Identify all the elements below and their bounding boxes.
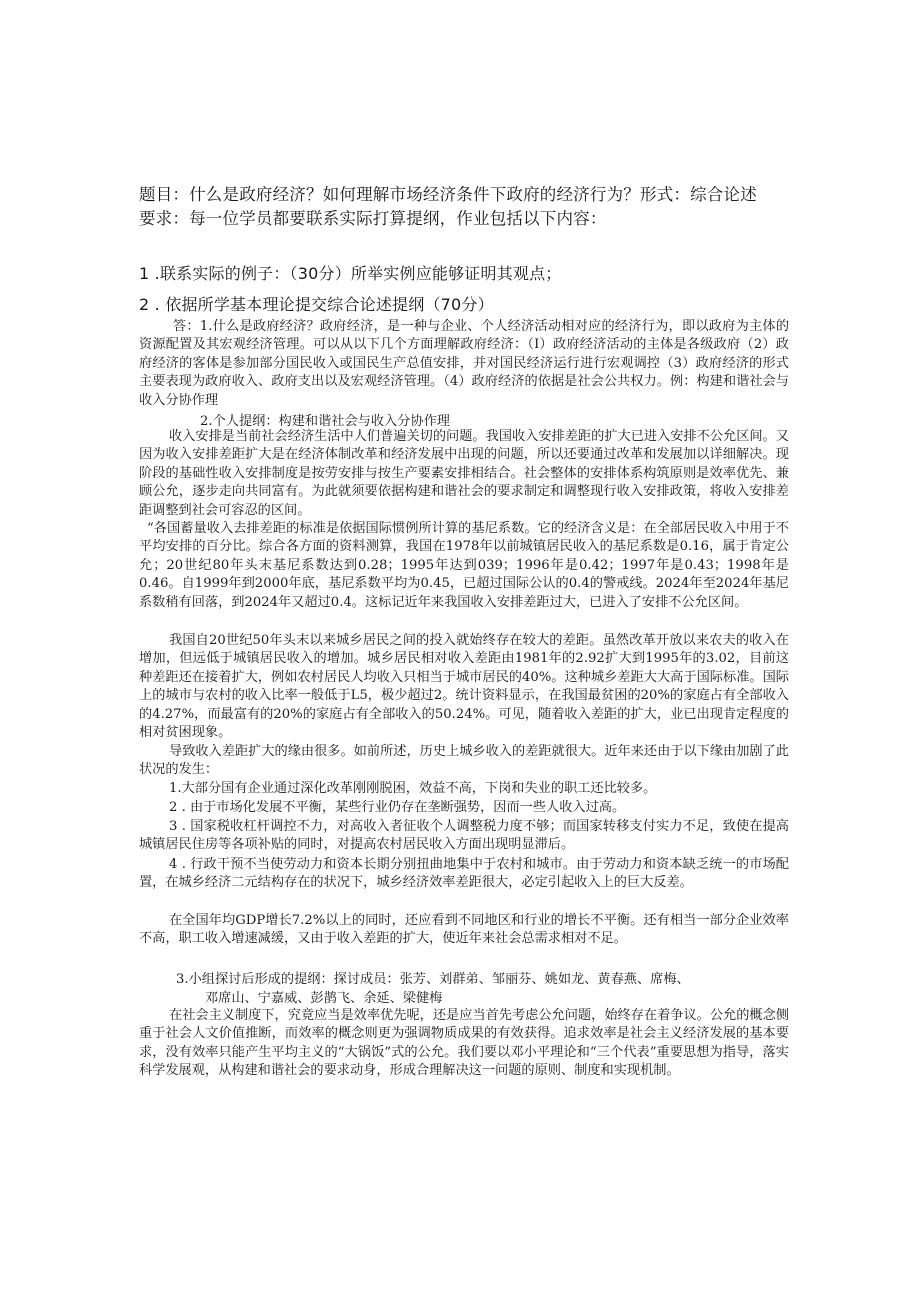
paragraph-income-distribution: 收入安排是当前社会经济生活中人们普遍关切的问题。我国收入安排差距的扩大已进入安排不公允区间。又因为收入安排差距扩大是在经济体制改革和经济发展中出现的问题，所以还要通过改革和发展加以详细解决。现阶段的基础性收入安排制度是按劳安排与按生产要素安排相结合。社会整体的安排体系构筑原则是效率优先、兼顾公允，逐步走向共同富有。为此就须要依据构建和谐社会的要求制定和调整现行收入安排政策，将收入安排差距调整到社会可容忍的区间。 bbox=[139, 429, 789, 518]
item-2: 2 . 依据所学基本理论提交综合论述提纲（70分） bbox=[139, 295, 494, 314]
topic-line: 题目：什么是政府经济？如何理解市场经济条件下政府的经济行为？形式：综合论述 bbox=[139, 185, 757, 204]
outline-title: 2.个人提纲：构建和谐社会与收入分协作理 bbox=[200, 414, 450, 429]
paragraph-gini-coefficient: “各国蓄量收入去排差距的标准是依据国际惯例所计算的基尼系数。它的经济含义是：在全部居民收入中用于不平均安排的百分比。综合各方面的资料测算，我国在1978年以前城镇居民收入的基尼系数是0.16，属于肯定公允；20世纪80年头末基尼系数达到0.28；1995年达到039；1996年是0.42；1997年是0.43；1998年是0.46。自1999年到2000年底，基尼系数平均为0.45，已超过国际公认的0.4的警戒线。2024年至2024年基尼系数稍有回落，到2024年又超过0.4。这标记近年来我国收入安排差距过大，已进入了安排不公允区间。 bbox=[139, 521, 789, 610]
paragraph-efficiency-fairness: 在社会主义制度下，究竟应当是效率优先呢，还是应当首先考虑公允问题，始终存在着争议。公允的概念侧重于社会人文价值推断，而效率的概念则更为强调物质成果的有效获得。追求效率是社会主义经济发展的基本要求，没有效率只能产生平均主义的“大锅饭”式的公允。我们要以邓小平理论和“三个代表”重要思想为指导，落实科学发展观，从构建和谐社会的要求动身，形成合理解决这一问题的原则、制度和实现机制。 bbox=[139, 1008, 789, 1079]
paragraph-causes-intro: 导致收入差距扩大的缘由很多。如前所述，历史上城乡收入的差距就很大。近年来还由于以下缘由加剧了此状况的发生： bbox=[139, 744, 789, 778]
cause-item-1: 1.大部分国有企业通过深化改革刚刚脱困，效益不高，下岗和失业的职工还比较多。 bbox=[169, 781, 657, 796]
group-members-line-1: 3.小组探讨后形成的提纲：探讨成员：张芳、刘群弟、邹丽芬、姚如龙、黄春燕、席梅、 bbox=[176, 972, 690, 987]
answer-intro-paragraph: 答：1.什么是政府经济？政府经济，是一种与企业、个人经济活动相对应的经济行为，即以政府为主体的资源配置及其宏观经济管理。可以从以下几个方面理解政府经济：（I）政府经济活动的主体是各级政府（2）政府经济的客体是参加部分国民收入或国民生产总值安排，并对国民经济运行进行宏观调控（3）政府经济的形式主要表现为政府收入、政府支出以及宏观经济管理。（4）政府经济的依据是社会公共权力。例：构建和谐社会与收入分协作理 bbox=[139, 319, 789, 408]
paragraph-urban-rural-gap: 我国自20世纪50年头末以来城乡居民之间的投入就始终存在较大的差距。虽然改革开放以来农夫的收入在增加，但远低于城镇居民收入的增加。城乡居民相对收入差距由1981年的2.92扩大到1995年的3.02，目前这种差距还在接着扩大，例如农村居民人均收入只相当于城市居民的40%。这种城乡差距大大高于国际标准。国际上的城市与农村的收入比率一般低于L5，极少超过2。统计资料显示，在我国最贫困的20%的家庭占有全部收入的4.27%，而最富有的20%的家庭占有全部收入的50.24%。可见，随着收入差距的扩大，业已出现肯定程度的相对贫困现象。 bbox=[139, 633, 789, 741]
requirement-line: 要求：每一位学员都要联系实际打算提纲，作业包括以下内容： bbox=[139, 209, 607, 228]
group-members-line-2: 邓席山、宁嘉威、彭鹊飞、余延、梁健梅 bbox=[205, 991, 443, 1006]
item-1: 1 .联系实际的例子：（30分）所举实例应能够证明其观点； bbox=[139, 264, 562, 283]
cause-item-3: 3 . 国家税收杠杆调控不力，对高收入者征收个人调整税力度不够；而国家转移支付实力不足，致使在提高城镇居民住房等各项补贴的同时，对提高农村居民收入方面出现明显滞后。 bbox=[139, 819, 789, 853]
cause-item-4: 4 . 行政干预不当使劳动力和资本长期分别扭曲地集中于农村和城市。由于劳动力和资本缺乏统一的市场配置，在城乡经济二元结构存在的状况下，城乡经济效率差距很大，必定引起收入上的巨大反差。 bbox=[139, 857, 789, 891]
paragraph-gdp-growth: 在全国年均GDP增长7.2%以上的同时，还应看到不同地区和行业的增长不平衡。还有相当一部分企业效率不高，职工收入增速减缓，又由于收入差距的扩大，使近年来社会总需求相对不足。 bbox=[139, 913, 789, 947]
cause-item-2: 2 . 由于市场化发展不平衡，某些行业仍存在垄断强势，因而一些人收入过高。 bbox=[169, 800, 626, 815]
